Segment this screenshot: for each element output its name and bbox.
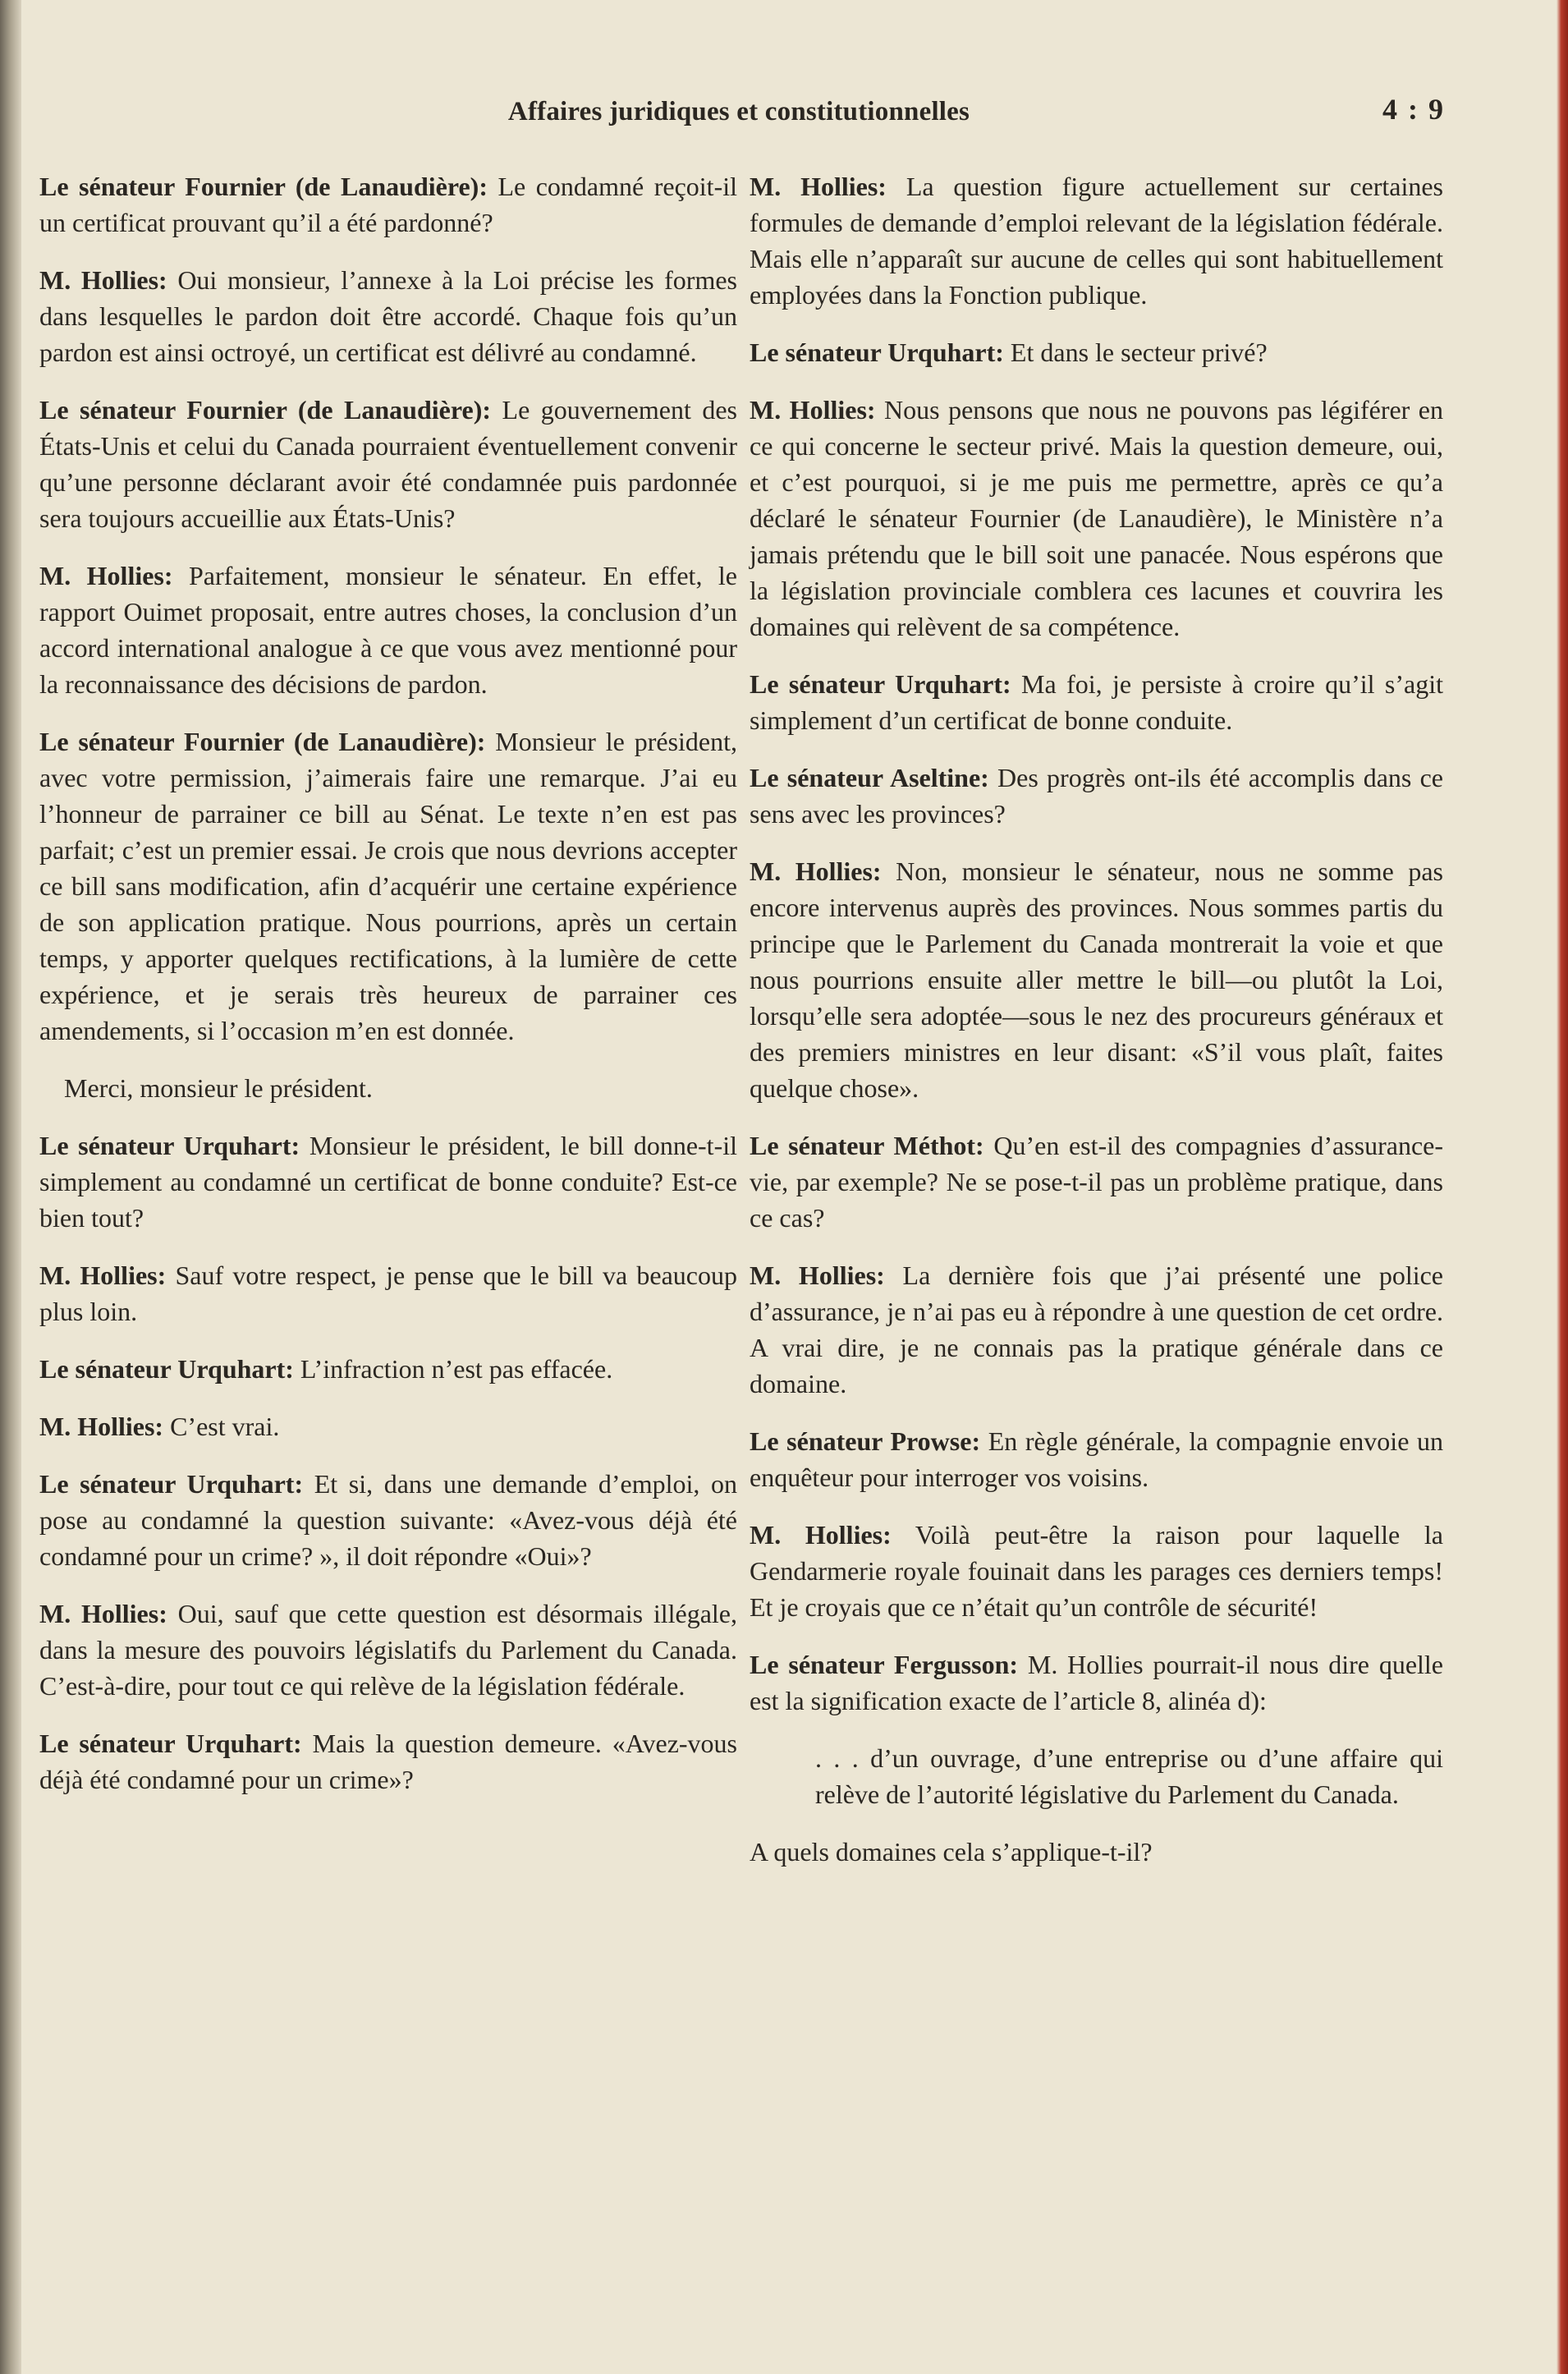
paragraph bbox=[39, 1466, 737, 1574]
paragraph bbox=[750, 853, 1443, 1106]
paragraph bbox=[750, 1646, 1443, 1719]
left-column bbox=[39, 168, 737, 1819]
speaker-name: M. Hollies: bbox=[750, 1260, 885, 1290]
right-column bbox=[750, 168, 1443, 1891]
paragraph bbox=[750, 392, 1443, 645]
speech-text: L’infraction n’est pas effacée. bbox=[293, 1354, 613, 1384]
speech-text: Sauf votre respect, je pense que le bill va beaucoup plus loin. bbox=[39, 1260, 738, 1326]
paragraph bbox=[39, 723, 737, 1049]
speech-text: La question figure actuellement sur certaines formules de demande d’emploi relevant de la législation fédérale. Mais elle n’apparaît sur aucune de celles qui sont habituellement employées dans la Fonction publique. bbox=[750, 172, 1444, 310]
paragraph bbox=[750, 666, 1443, 738]
speaker-name: M. Hollies: bbox=[750, 172, 887, 201]
paragraph bbox=[750, 334, 1443, 370]
speaker-name: M. Hollies: bbox=[750, 856, 882, 886]
speaker-name: Le sénateur Urquhart: bbox=[750, 338, 1004, 367]
paragraph bbox=[750, 1517, 1443, 1625]
page-number: 4 : 9 bbox=[1382, 93, 1445, 126]
speech-text: Nous pensons que nous ne pouvons pas légiférer en ce qui concerne le secteur privé. Mais la question demeure, oui, et c’est pourquoi, si je me puis me permettre, après ce qu’a déclaré le sénateur Fournier (de Lanaudière), le Ministère n’a jamais prétendu que le bill soit une panacée. Nous espérons que la législation provinciale comblera ces lacunes et couvrira les domaines qui relèvent de sa compétence. bbox=[750, 395, 1444, 641]
paragraph bbox=[39, 1257, 737, 1329]
speaker-name: Le sénateur Urquhart: bbox=[39, 1131, 300, 1160]
speech-text: Le gouvernement des États-Unis et celui du Canada pourraient éventuellement convenir qu’une personne déclarant avoir été condamnée puis pardonnée sera toujours accueillie aux États-Unis? bbox=[39, 395, 738, 533]
page-binding-shadow bbox=[0, 0, 21, 2374]
running-header-title: Affaires juridiques et constitutionnelles bbox=[507, 97, 970, 126]
speech-text: C’est vrai. bbox=[163, 1412, 280, 1441]
speech-text: La dernière fois que j’ai présenté une police d’assurance, je n’ai pas eu à répondre à une question de cet ordre. A vrai dire, je ne connais pas la pratique générale dans ce domaine. bbox=[750, 1260, 1444, 1398]
speaker-name: Le sénateur Prowse: bbox=[750, 1426, 981, 1456]
speaker-name: M. Hollies: bbox=[750, 1520, 892, 1550]
speaker-name: Le sénateur Fournier (de Lanaudière): bbox=[39, 395, 492, 425]
speech-text: Oui, sauf que cette question est désormais illégale, dans la mesure des pouvoirs législatifs du Parlement du Canada. C’est-à-dire, pour tout ce qui relève de la législation fédérale. bbox=[39, 1599, 738, 1701]
speaker-name: Le sénateur Fergusson: bbox=[750, 1650, 1019, 1679]
speaker-name: Le sénateur Urquhart: bbox=[39, 1354, 294, 1384]
paragraph bbox=[750, 1257, 1443, 1402]
speech-text: M. Hollies pourrait-il nous dire quelle est la signification exacte de l’article 8, alinéa d): bbox=[750, 1650, 1444, 1715]
speech-text: Monsieur le président, le bill donne-t-il simplement au condamné un certificat de bonne conduite? Est-ce bien tout? bbox=[39, 1131, 738, 1233]
speech-text: Non, monsieur le sénateur, nous ne somme pas encore intervenus auprès des provinces. Nous sommes partis du principe que le Parlement du Canada montrerait la voie et que nous pourrions ensuite aller mettre le bill—ou plutôt la Loi, lorsqu’elle sera adoptée—sous le nez des procureurs généraux et des premiers ministres en leur disant: «S’il vous plaît, faites quelque chose». bbox=[750, 856, 1444, 1103]
speech-text: Le condamné reçoit-il un certificat prouvant qu’il a été pardonné? bbox=[39, 172, 737, 237]
speaker-name: M. Hollies: bbox=[39, 265, 167, 295]
paragraph bbox=[39, 392, 737, 536]
paragraph bbox=[750, 760, 1443, 832]
speech-text: Et dans le secteur privé? bbox=[1003, 338, 1268, 367]
closing-question: A quels domaines cela s’applique-t-il? bbox=[750, 1837, 1153, 1867]
speaker-name: M. Hollies: bbox=[39, 1599, 167, 1628]
paragraph bbox=[39, 1127, 737, 1236]
speech-text: Et si, dans une demande d’emploi, on pose au condamné la question suivante: «Avez-vous déjà été condamné pour un crime? », il doit répondre «Oui»? bbox=[39, 1469, 738, 1571]
paragraph bbox=[39, 1596, 737, 1704]
speaker-name: Le sénateur Urquhart: bbox=[750, 669, 1011, 699]
paragraph bbox=[39, 1351, 737, 1387]
speech-text: Monsieur le président, avec votre permission, j’aimerais faire une remarque. J’ai eu l’honneur de parrainer ce bill au Sénat. Le texte n’en est pas parfait; c’est un premier essai. Je crois que nous devrions accepter ce bill sans modification, afin d’acquérir une certaine expérience de son application pratique. Nous pourrions, après un certain temps, y apporter quelques rectifications, à la lumière de cette expérience, et je serais très heureux de parrainer ces amendements, si l’occasion m’en est donnée. bbox=[39, 727, 738, 1045]
paragraph bbox=[39, 1408, 737, 1444]
paragraph bbox=[39, 1725, 737, 1798]
speech-text: En règle générale, la compagnie envoie un enquêteur pour interroger vos voisins. bbox=[750, 1426, 1443, 1492]
speaker-name: Le sénateur Aseltine: bbox=[750, 763, 989, 792]
paragraph bbox=[39, 558, 737, 702]
speech-text: Des progrès ont-ils été accomplis dans ce sens avec les provinces? bbox=[750, 763, 1444, 829]
block-quote: . . . d’un ouvrage, d’une entreprise ou d’une affaire qui relève de l’autorité législative du Parlement du Canada. bbox=[815, 1743, 1443, 1809]
paragraph bbox=[39, 1070, 737, 1106]
speaker-name: Le sénateur Urquhart: bbox=[39, 1469, 304, 1499]
paragraph bbox=[39, 168, 737, 241]
speaker-name: Le sénateur Fournier (de Lanaudière): bbox=[39, 172, 488, 201]
paragraph bbox=[750, 168, 1443, 313]
speech-text: Voilà peut-être la raison pour laquelle la Gendarmerie royale fouinait dans les parages ces derniers temps! Et je croyais que ce n’était qu’un contrôle de sécurité! bbox=[750, 1520, 1443, 1622]
paragraph bbox=[39, 262, 737, 370]
page-red-edge bbox=[1557, 0, 1568, 2374]
paragraph bbox=[750, 1423, 1443, 1495]
speaker-name: Le sénateur Méthot: bbox=[750, 1131, 984, 1160]
speech-text: Mais la question demeure. «Avez-vous déjà été condamné pour un crime»? bbox=[39, 1729, 738, 1794]
paragraph bbox=[750, 1127, 1443, 1236]
speaker-name: M. Hollies: bbox=[39, 561, 173, 590]
speech-text: Merci, monsieur le président. bbox=[64, 1073, 373, 1103]
speaker-name: M. Hollies: bbox=[750, 395, 876, 425]
speech-text: Ma foi, je persiste à croire qu’il s’agit simplement d’un certificat de bonne conduite. bbox=[750, 669, 1444, 735]
speaker-name: M. Hollies: bbox=[39, 1412, 164, 1441]
speech-text: Qu’en est-il des compagnies d’assurance-vie, par exemple? Ne se pose-t-il pas un problème pratique, dans ce cas? bbox=[750, 1131, 1444, 1233]
speaker-name: Le sénateur Urquhart: bbox=[39, 1729, 302, 1758]
speaker-name: M. Hollies: bbox=[39, 1260, 167, 1290]
speech-text: Oui monsieur, l’annexe à la Loi précise les formes dans lesquelles le pardon doit être accordé. Chaque fois qu’un pardon est ainsi octroyé, un certificat est délivré au condamné. bbox=[39, 265, 738, 367]
speaker-name: Le sénateur Fournier (de Lanaudière): bbox=[39, 727, 486, 756]
speech-text: Parfaitement, monsieur le sénateur. En effet, le rapport Ouimet proposait, entre autres choses, la conclusion d’un accord international analogue à ce que vous avez mentionné pour la reconnaissance des décisions de pardon. bbox=[39, 561, 738, 699]
